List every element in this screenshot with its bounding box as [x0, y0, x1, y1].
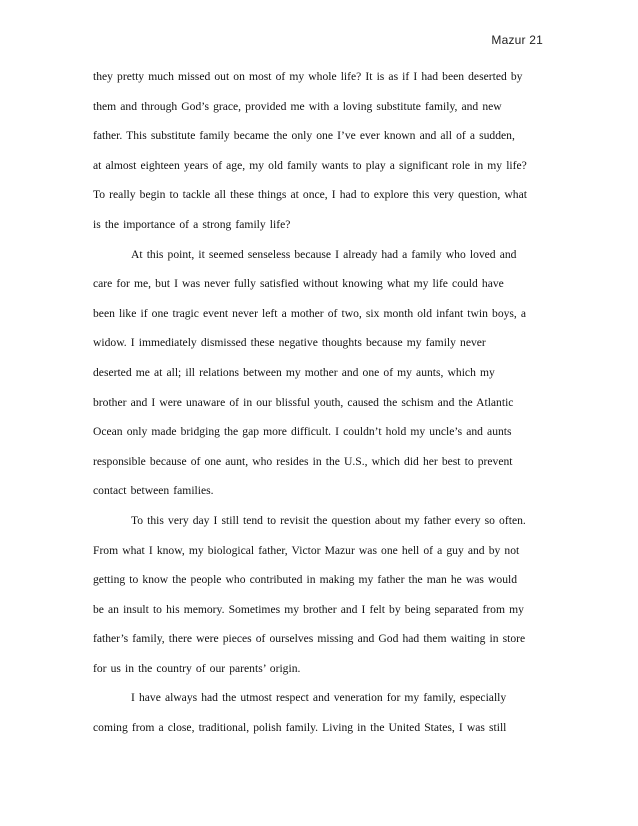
text-line: widow. I immediately dismissed these negative thoughts because my family never [93, 336, 486, 350]
paragraph-start-line: To this very day I still tend to revisit the question about my father every so often. [131, 513, 526, 527]
text-line: coming from a close, traditional, polish family. Living in the United States, I was still [93, 721, 507, 735]
text-line: been like if one tragic event never left a mother of two, six month old infant twin boys, a [93, 306, 527, 320]
text-line: brother and I were unaware of in our blissful youth, caused the schism and the Atlantic [93, 395, 514, 409]
text-line: father’s family, there were pieces of ourselves missing and God had them waiting in store [93, 632, 526, 646]
text-line: care for me, but I was never fully satisfied without knowing what my life could have [93, 277, 504, 291]
paragraph-start-line: I have always had the utmost respect and veneration for my family, especially [131, 691, 507, 705]
text-line: getting to know the people who contributed in making my father the man he was would [93, 573, 518, 587]
text-line: they pretty much missed out on most of my whole life? It is as if I had been deserted by [93, 70, 523, 83]
body-text [93, 62, 545, 743]
text-line: responsible because of one aunt, who resides in the U.S., which did her best to prevent [93, 454, 513, 468]
text-line: From what I know, my biological father, Victor Mazur was one hell of a guy and by not [93, 543, 520, 557]
text-line: at almost eighteen years of age, my old family wants to play a significant role in my life? [93, 158, 527, 172]
text-line: is the importance of a strong family life? [93, 217, 291, 231]
text-line: father. This substitute family became the only one I’ve ever known and all of a sudden, [93, 129, 515, 143]
text-line: To really begin to tackle all these things at once, I had to explore this very question, what [93, 188, 527, 202]
text-line: deserted me at all; ill relations between my mother and one of my aunts, which my [93, 365, 495, 379]
text-line: them and through God’s grace, provided me with a loving substitute family, and new [93, 99, 502, 113]
paragraph-start-line: At this point, it seemed senseless because I already had a family who loved and [131, 247, 517, 261]
text-line: Ocean only made bridging the gap more difficult. I couldn’t hold my uncle’s and aunts [93, 425, 512, 439]
text-line: be an insult to his memory. Sometimes my brother and I felt by being separated from my [93, 602, 524, 616]
text-line: contact between families. [93, 484, 214, 498]
running-head: Mazur 21 [491, 33, 543, 47]
text-line: for us in the country of our parents’ origin. [93, 661, 301, 675]
